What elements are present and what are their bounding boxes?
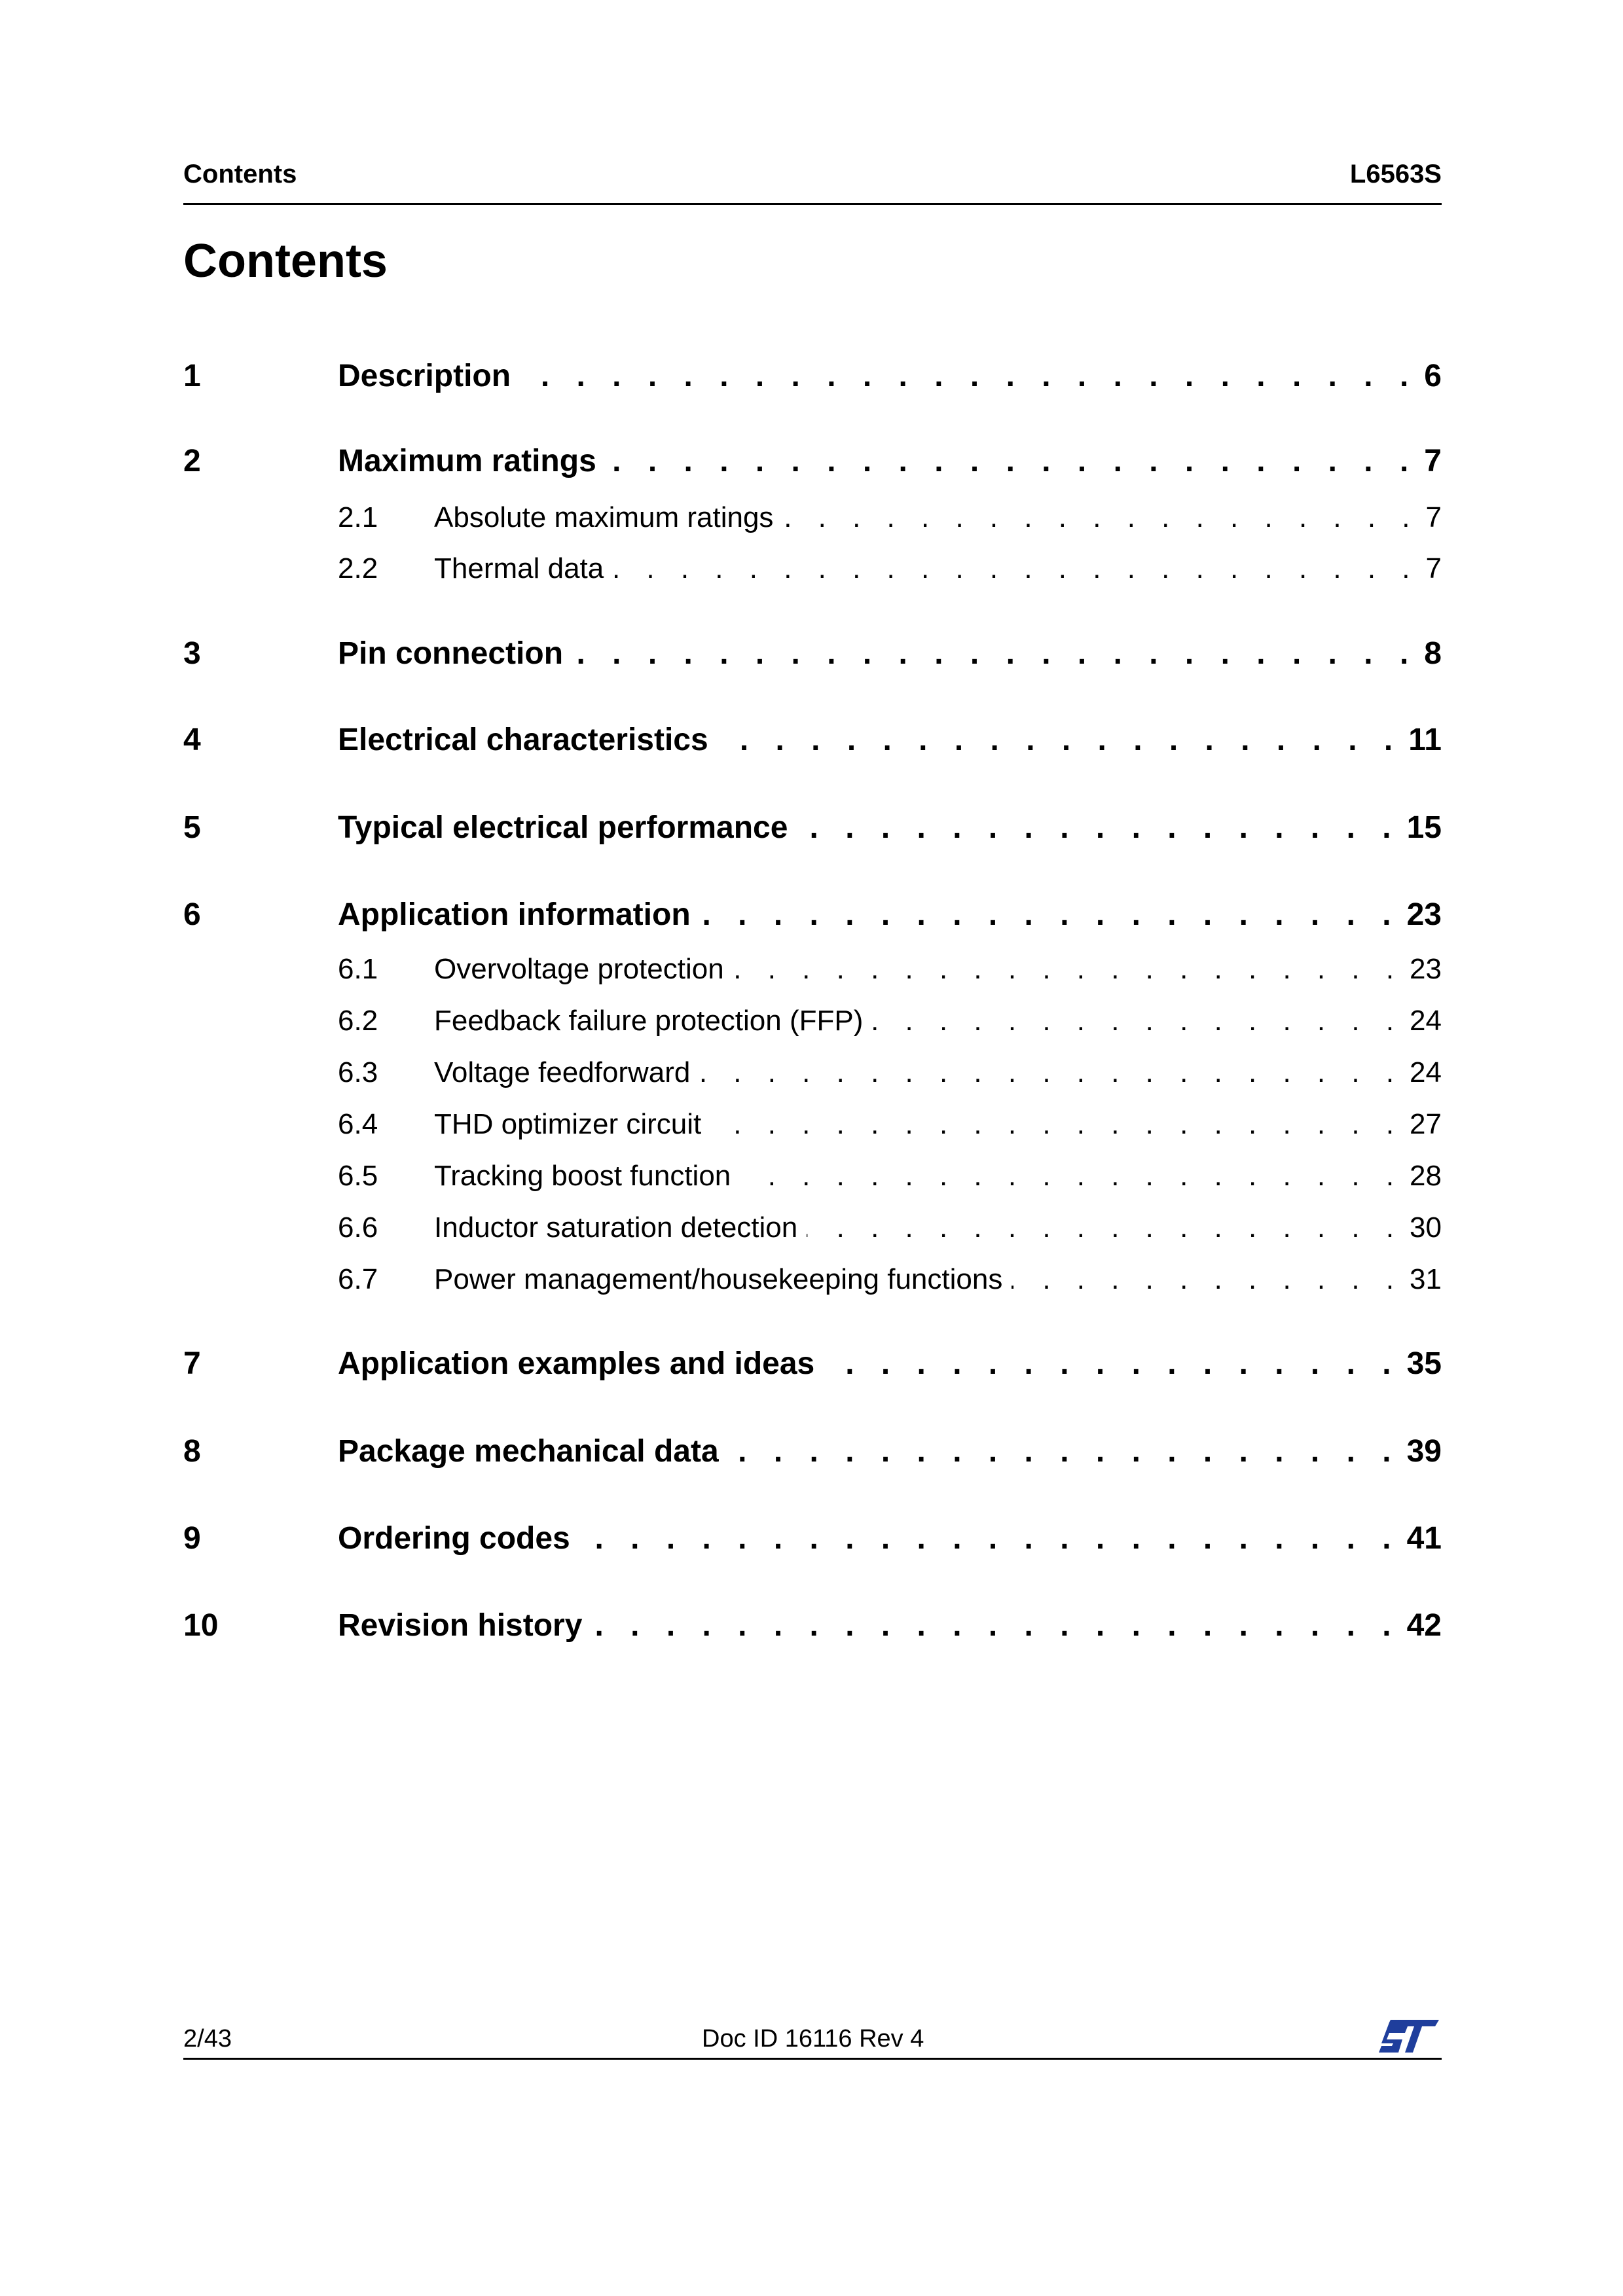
toc-chapter-7[interactable] <box>183 1344 1442 1384</box>
toc-chapter-8[interactable] <box>183 1432 1442 1471</box>
toc-title: Voltage feedforward <box>434 1056 691 1088</box>
toc-number: 2.2 <box>338 552 378 584</box>
toc-page: 6 <box>1424 359 1442 393</box>
toc-page: 7 <box>1424 444 1442 478</box>
toc-number: 7 <box>183 1346 201 1381</box>
toc-title: THD optimizer circuit <box>434 1108 702 1140</box>
dot-leader <box>718 721 1402 760</box>
toc-title: Absolute maximum ratings <box>434 501 774 533</box>
toc-number: 6.2 <box>338 1005 378 1037</box>
toc-number: 8 <box>183 1434 201 1469</box>
st-logo-icon <box>1376 2016 1442 2055</box>
dot-leader <box>572 634 1417 673</box>
toc-section-2-1[interactable] <box>183 499 1442 536</box>
dot-leader <box>740 1158 1403 1194</box>
toc-page: 24 <box>1410 1005 1442 1037</box>
header-part-number: L6563S <box>1349 160 1442 188</box>
toc-page: 23 <box>1410 953 1442 985</box>
toc-chapter-5[interactable] <box>183 808 1442 848</box>
toc-number: 2 <box>183 444 201 478</box>
toc-page: 24 <box>1410 1056 1442 1088</box>
toc-chapter-3[interactable] <box>183 634 1442 673</box>
toc-title: Feedback failure protection (FFP) <box>434 1005 864 1037</box>
page-footer <box>183 2016 1442 2060</box>
toc-page: 23 <box>1406 897 1442 932</box>
toc-title: Typical electrical performance <box>338 810 788 845</box>
toc-number: 6.1 <box>338 953 378 985</box>
toc-number: 6.4 <box>338 1108 378 1140</box>
toc-number: 5 <box>183 810 201 845</box>
toc-chapter-6[interactable] <box>183 895 1442 935</box>
toc-section-6-7[interactable] <box>183 1261 1442 1298</box>
dot-leader <box>782 499 1419 536</box>
toc-page: 15 <box>1406 810 1442 845</box>
dot-leader <box>700 895 1400 935</box>
dot-leader <box>824 1344 1400 1384</box>
dot-leader <box>797 808 1400 848</box>
toc-number: 2.1 <box>338 501 378 533</box>
dot-leader <box>699 1054 1403 1091</box>
toc-number: 9 <box>183 1521 201 1556</box>
toc-page: 28 <box>1410 1160 1442 1192</box>
dot-leader <box>807 1210 1403 1246</box>
toc-page: 7 <box>1425 501 1442 533</box>
dot-leader <box>613 550 1419 587</box>
dot-leader <box>733 951 1403 988</box>
toc-section-6-5[interactable] <box>183 1158 1442 1194</box>
toc-title: Package mechanical data <box>338 1434 719 1469</box>
toc-page: 7 <box>1425 552 1442 584</box>
toc-page: 27 <box>1410 1108 1442 1140</box>
toc-title: Ordering codes <box>338 1521 570 1556</box>
toc-title: Application examples and ideas <box>338 1346 815 1381</box>
page-number: 2/43 <box>183 2025 232 2053</box>
toc-section-6-4[interactable] <box>183 1106 1442 1143</box>
toc-number: 6.7 <box>338 1263 378 1295</box>
toc-page: 35 <box>1406 1346 1442 1381</box>
toc-number: 6.5 <box>338 1160 378 1192</box>
toc-title: Thermal data <box>434 552 604 584</box>
dot-leader <box>579 1519 1400 1558</box>
toc-chapter-4[interactable] <box>183 721 1442 760</box>
page-header <box>183 157 1442 205</box>
toc-title: Application information <box>338 897 691 932</box>
dot-leader <box>710 1106 1403 1143</box>
dot-leader <box>1012 1261 1403 1298</box>
header-section-name: Contents <box>183 160 297 188</box>
toc-title: Inductor saturation detection <box>434 1211 798 1244</box>
toc-title: Pin connection <box>338 636 564 671</box>
toc-number: 10 <box>183 1608 219 1643</box>
toc-page: 42 <box>1406 1608 1442 1643</box>
page-title: Contents <box>183 235 388 287</box>
toc-number: 6.6 <box>338 1211 378 1244</box>
toc-number: 3 <box>183 636 201 671</box>
toc-page: 31 <box>1410 1263 1442 1295</box>
toc-page: 11 <box>1408 723 1442 757</box>
toc-title: Revision history <box>338 1608 583 1643</box>
toc-page: 30 <box>1410 1211 1442 1244</box>
toc-number: 6 <box>183 897 201 932</box>
document-id: Doc ID 16116 Rev 4 <box>702 2025 924 2053</box>
toc-section-6-3[interactable] <box>183 1054 1442 1091</box>
toc-number: 1 <box>183 359 201 393</box>
toc-title: Description <box>338 359 511 393</box>
dot-leader <box>591 1606 1400 1645</box>
toc-section-2-2[interactable] <box>183 550 1442 587</box>
toc-title: Power management/housekeeping functions <box>434 1263 1003 1295</box>
toc-page: 39 <box>1406 1434 1442 1469</box>
toc-title: Maximum ratings <box>338 444 596 478</box>
dot-leader <box>872 1003 1403 1039</box>
toc-chapter-9[interactable] <box>183 1519 1442 1558</box>
toc-section-6-6[interactable] <box>183 1210 1442 1246</box>
toc-title: Overvoltage protection <box>434 953 724 985</box>
toc-title: Tracking boost function <box>434 1160 731 1192</box>
toc-section-6-1[interactable] <box>183 951 1442 988</box>
toc-number: 6.3 <box>338 1056 378 1088</box>
toc-page: 8 <box>1424 636 1442 671</box>
toc-section-6-2[interactable] <box>183 1003 1442 1039</box>
toc-title: Electrical characteristics <box>338 723 708 757</box>
dot-leader <box>520 357 1417 396</box>
dot-leader <box>728 1432 1400 1471</box>
toc-chapter-1[interactable] <box>183 357 1442 396</box>
toc-chapter-10[interactable] <box>183 1606 1442 1645</box>
toc-chapter-2[interactable] <box>183 442 1442 481</box>
st-logo-shape <box>1379 2020 1439 2053</box>
toc-page: 41 <box>1406 1521 1442 1556</box>
toc-number: 4 <box>183 723 201 757</box>
dot-leader <box>606 442 1418 481</box>
